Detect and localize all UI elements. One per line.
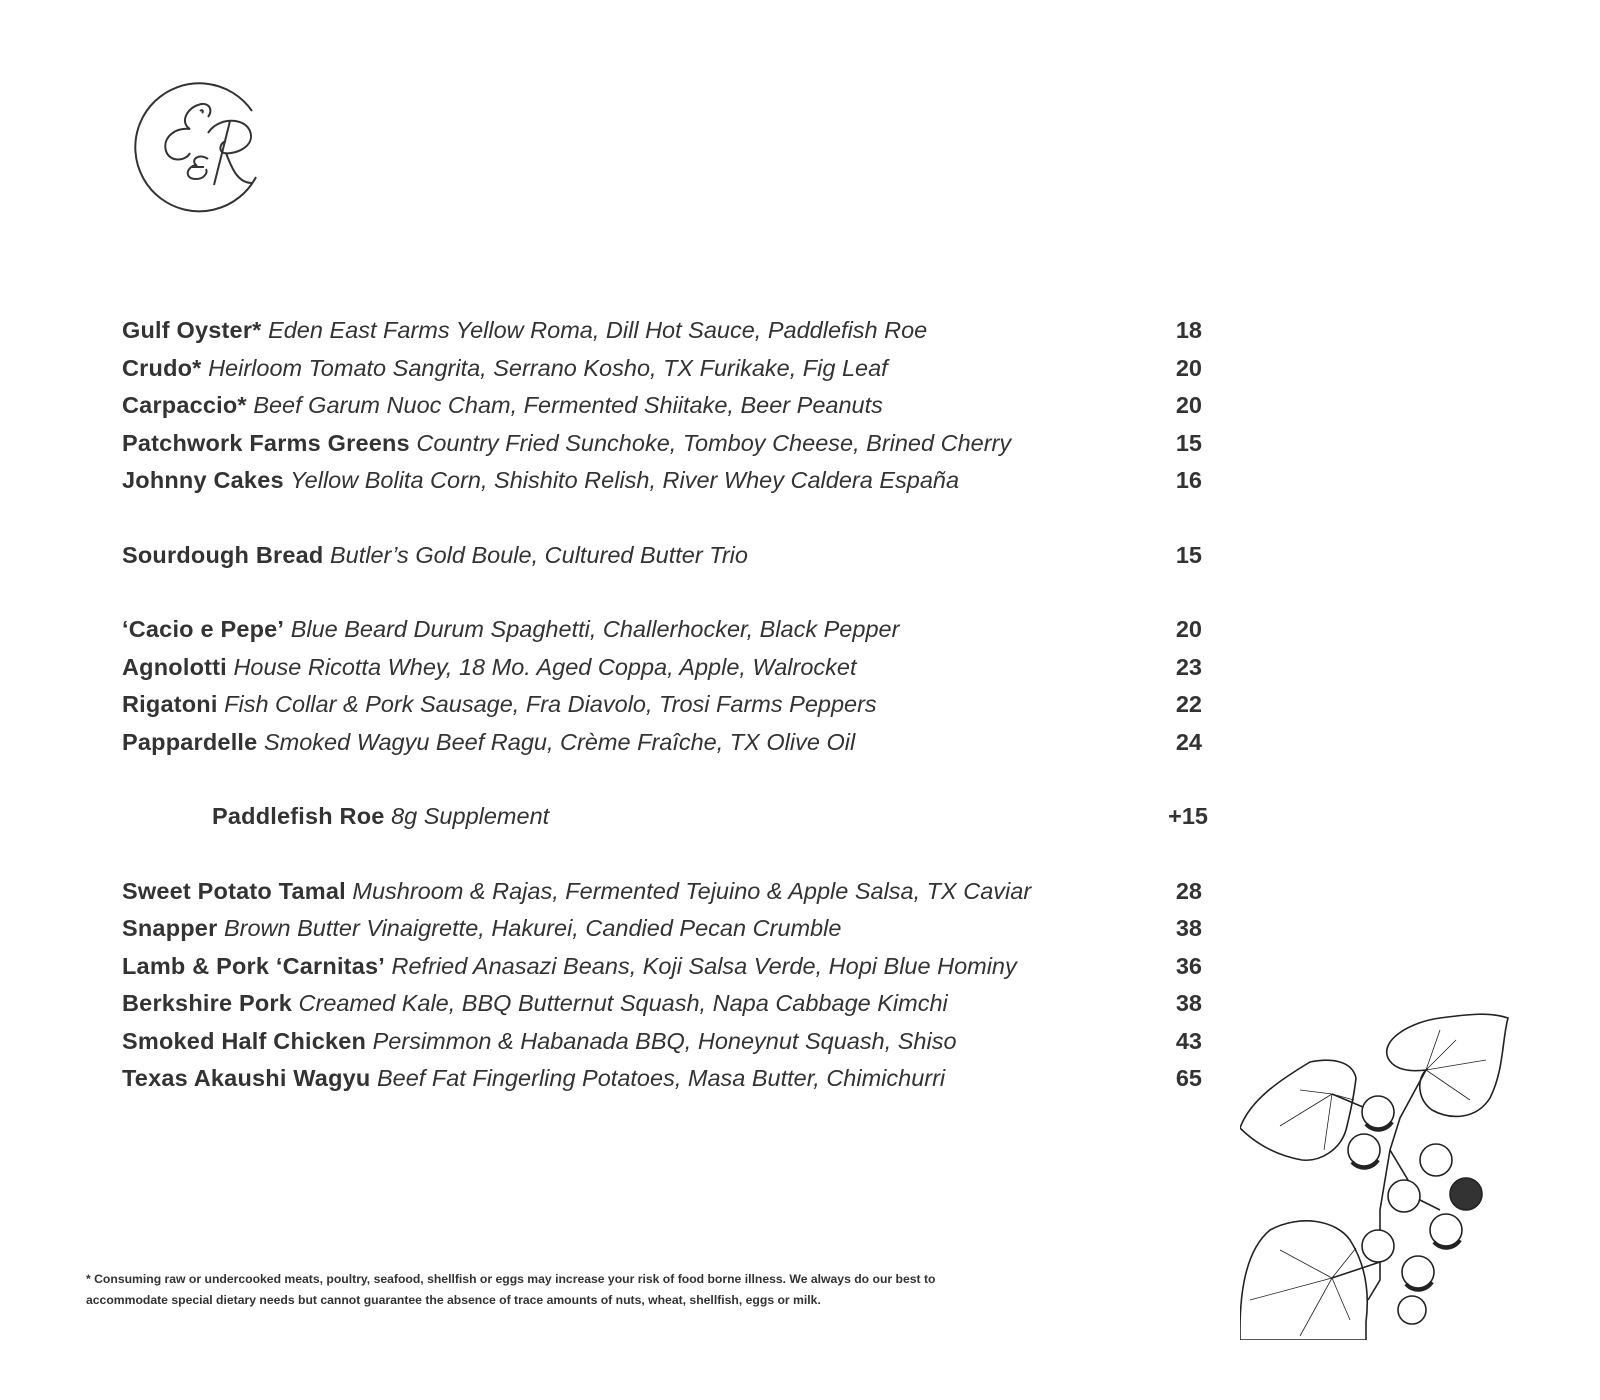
item-price: 36 <box>1175 952 1202 979</box>
item-price: 22 <box>1175 691 1202 717</box>
item-description: Brown Butter Vinaigrette, Hakurei, Candied Pecan Crumble <box>223 915 842 941</box>
item-price: 18 <box>1175 317 1202 343</box>
allergen-disclaimer <box>86 1269 1136 1311</box>
item-price: +15 <box>1168 803 1208 829</box>
item-description: Country Fried Sunchoke, Tomboy Cheese, Brined Cherry <box>416 429 1012 456</box>
item-description: Heirloom Tomato Sangrita, Serrano Kosho, TX Furikake, Fig Leaf <box>208 354 888 381</box>
menu-item <box>122 615 1202 653</box>
item-name: Berkshire Pork <box>122 990 292 1016</box>
item-description: Creamed Kale, BBQ Butternut Squash, Napa Cabbage Kimchi <box>298 990 948 1016</box>
disclaimer-line: accommodate special dietary needs but cannot guarantee the absence of trace amounts of nuts, wheat, shellfish, eggs or milk. <box>86 1293 821 1307</box>
item-description: Smoked Wagyu Beef Ragu, Crème Fraîche, TX Olive Oil <box>263 728 856 755</box>
item-name: Snapper <box>122 915 218 941</box>
item-description: Mushroom & Rajas, Fermented Tejuino & Apple Salsa, TX Caviar <box>352 877 1032 904</box>
item-name: Johnny Cakes <box>122 467 284 493</box>
item-description: Blue Beard Durum Spaghetti, Challerhocker, Black Pepper <box>290 616 900 642</box>
section-spacer <box>122 504 1202 541</box>
item-price: 38 <box>1175 990 1202 1016</box>
item-name: Sweet Potato Tamal <box>122 877 346 904</box>
menu-list <box>122 316 1208 1102</box>
item-price: 20 <box>1175 616 1202 642</box>
item-price: 15 <box>1175 429 1202 456</box>
menu-item <box>122 541 1202 579</box>
disclaimer-line: * Consuming raw or undercooked meats, poultry, seafood, shellfish or eggs may increase your risk of food borne illness. We always do our best to <box>86 1272 936 1286</box>
item-description: Yellow Bolita Corn, Shishito Relish, River Whey Caldera España <box>290 467 960 493</box>
menu-item <box>122 653 1202 691</box>
item-description: Beef Garum Nuoc Cham, Fermented Shiitake, Beer Peanuts <box>253 392 883 418</box>
item-name: Smoked Half Chicken <box>122 1027 367 1054</box>
menu-item <box>122 952 1202 990</box>
monogram-logo-icon <box>134 79 270 215</box>
menu-item <box>122 1064 1202 1102</box>
item-name: Agnolotti <box>122 653 227 680</box>
menu-item <box>122 466 1202 504</box>
item-price: 24 <box>1175 728 1202 755</box>
item-description: House Ricotta Whey, 18 Mo. Aged Coppa, Apple, Walrocket <box>233 653 857 680</box>
section-spacer <box>122 765 1202 802</box>
menu-item <box>122 690 1202 728</box>
menu-item <box>122 989 1202 1027</box>
item-name: Pappardelle <box>122 728 258 755</box>
item-name: Lamb & Pork ‘Carnitas’ <box>122 952 385 979</box>
item-name: Rigatoni <box>122 691 218 717</box>
grape-vine-illustration-icon <box>1240 1000 1540 1340</box>
item-name: Paddlefish Roe <box>212 803 385 829</box>
item-price: 65 <box>1175 1065 1202 1091</box>
item-name: Carpaccio* <box>122 392 247 418</box>
menu-item <box>122 914 1202 952</box>
item-name: Patchwork Farms Greens <box>122 429 410 456</box>
item-name: Crudo* <box>122 354 202 381</box>
item-description: Persimmon & Habanada BBQ, Honeynut Squash, Shiso <box>372 1027 957 1054</box>
item-name: Texas Akaushi Wagyu <box>122 1065 371 1091</box>
menu-item <box>122 728 1202 766</box>
section-spacer <box>122 840 1202 877</box>
item-price: 20 <box>1175 392 1202 418</box>
item-description: Refried Anasazi Beans, Koji Salsa Verde, Hopi Blue Hominy <box>391 952 1017 979</box>
item-name: ‘Cacio e Pepe’ <box>122 616 285 642</box>
item-price: 38 <box>1175 915 1202 941</box>
menu-item <box>122 354 1202 392</box>
item-name: Sourdough Bread <box>122 541 324 568</box>
item-price: 15 <box>1175 541 1202 568</box>
item-description: Fish Collar & Pork Sausage, Fra Diavolo, Trosi Farms Peppers <box>224 691 877 717</box>
section-spacer <box>122 578 1202 615</box>
item-description: Beef Fat Fingerling Potatoes, Masa Butter, Chimichurri <box>376 1065 946 1091</box>
item-price: 43 <box>1175 1027 1202 1054</box>
item-price: 28 <box>1175 877 1202 904</box>
item-price: 16 <box>1175 467 1202 493</box>
item-name: Gulf Oyster* <box>122 317 262 343</box>
menu-item <box>122 1027 1202 1065</box>
item-price: 20 <box>1175 354 1202 381</box>
item-description: 8g Supplement <box>391 803 550 829</box>
menu-item <box>122 391 1202 429</box>
item-description: Eden East Farms Yellow Roma, Dill Hot Sauce, Paddlefish Roe <box>268 317 928 343</box>
item-description: Butler’s Gold Boule, Cultured Butter Trio <box>329 541 748 568</box>
item-price: 23 <box>1175 653 1202 680</box>
menu-item <box>122 429 1202 467</box>
menu-item-supplement <box>122 802 1208 840</box>
menu-item <box>122 877 1202 915</box>
menu-item <box>122 316 1202 354</box>
